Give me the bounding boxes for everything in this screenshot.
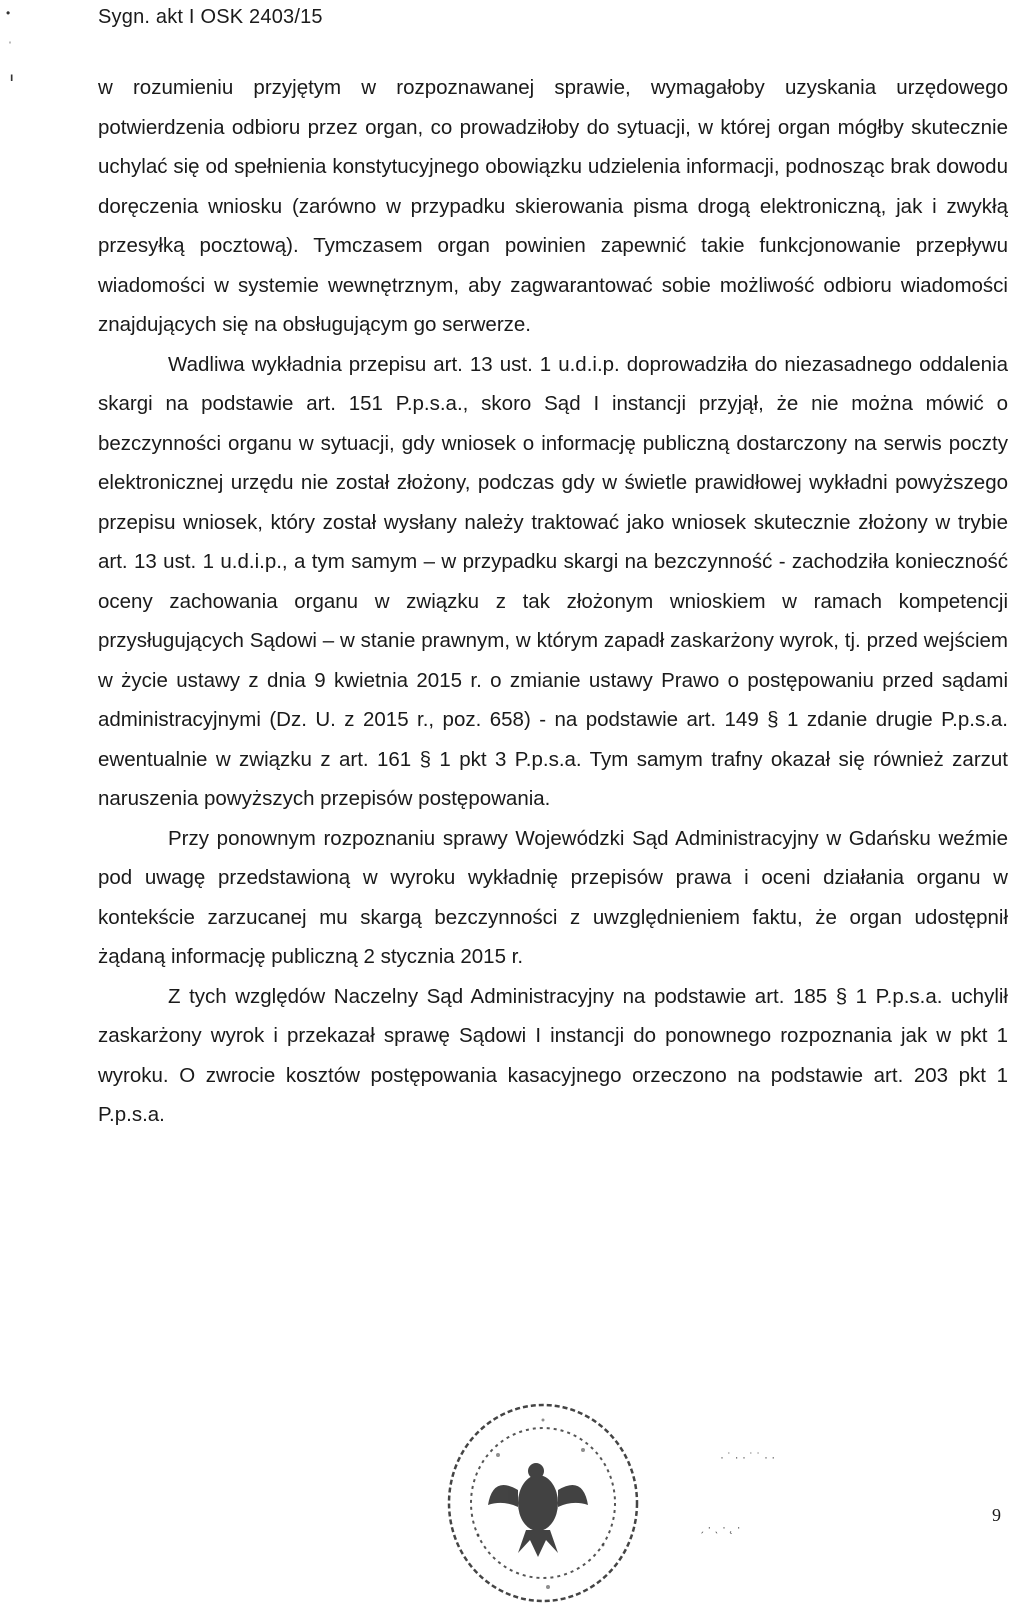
margin-mark-dot: • [6, 6, 11, 20]
paragraph-1: w rozumieniu przyjętym w rozpoznawanej sprawie, wymagałoby uzyskania urzędowego potwierdzenia odbioru przez organ, co prowadziłoby do sytuacji, w której organ mógłby skutecznie uchylać się od spełnienia konstytucyjnego obowiązku udzielenia informacji, podnosząc brak dowodu doręczenia wniosku (zarówno w przypadku skierowania pisma drogą elektroniczną, jak i zwykłą przesyłką pocztową). Tymczasem organ powinien zapewnić takie funkcjonowanie przepływu wiadomości w systemie wewnętrznym, aby zagwarantować sobie możliwość odbioru wiadomości znajdujących się na obsługującym go serwerze. [98, 76, 1008, 336]
signature-marks-lower: ˏ · ˎ · ˛ · [700, 1520, 741, 1534]
document-body [98, 68, 1008, 1135]
margin-mark-tick: ˌ [8, 30, 12, 44]
margin-mark-i: ı [10, 70, 14, 84]
paragraph-2: Wadliwa wykładnia przepisu art. 13 ust. 1 u.d.i.p. doprowadziła do niezasadnego oddalenia skargi na podstawie art. 151 P.p.s.a., skoro Sąd I instancji przyjął, że nie można mówić o bezczynności organu w sytuacji, gdy wniosek o informację publiczną dostarczony na serwis poczty elektronicznej urzędu nie został złożony, podczas gdy w świetle prawidłowej wykładni powyższego przepisu wniosek, który został wysłany należy traktować jako wniosek skutecznie złożony w trybie art. 13 ust. 1 u.d.i.p., a tym samym – w przypadku skargi na bezczynność - zachodziła konieczność oceny zachowania organu w związku z tak złożonym wnioskiem w ramach kompetencji przysługujących Sądowi – w stanie prawnym, w którym zapadł zaskarżony wyrok, tj. przed wejściem w życie ustawy z dnia 9 kwietnia 2015 r. o zmianie ustawy Prawo o postępowaniu przed sądami administracyjnymi (Dz. U. z 2015 r., poz. 658) - na podstawie art. 149 § 1 zdanie drugie P.p.s.a. ewentualnie w związku z art. 161 § 1 pkt 3 P.p.s.a. Tym samym trafny okazał się również zarzut naruszenia powyższych przepisów postępowania. [98, 352, 1008, 810]
paragraph-3: Przy ponownym rozpoznaniu sprawy Wojewódzki Sąd Administracyjny w Gdańsku weźmie pod uwagę przedstawioną w wyroku wykładnię przepisów prawa i oceni działania organu w kontekście zarzucanej mu skargą bezczynności z uwzględnieniem faktu, że organ udostępnił żądaną informację publiczną 2 stycznia 2015 r. [98, 826, 1008, 968]
case-reference: Sygn. akt I OSK 2403/15 [98, 6, 323, 28]
signature-marks: · ˙ · · ˙ ˙ · · [720, 1450, 776, 1464]
page-number: 9 [992, 1505, 1001, 1525]
eagle-emblem [488, 1463, 588, 1557]
paragraph-4: Z tych względów Naczelny Sąd Administracyjny na podstawie art. 185 § 1 P.p.s.a. uchylił zaskarżony wyrok i przekazał sprawę Sądowi I instancji do ponownego rozpoznania jak w pkt 1 wyroku. O zwrocie kosztów postępowania kasacyjnego orzeczono na podstawie art. 203 pkt 1 P.p.s.a. [98, 984, 1008, 1126]
court-seal [438, 1395, 648, 1610]
